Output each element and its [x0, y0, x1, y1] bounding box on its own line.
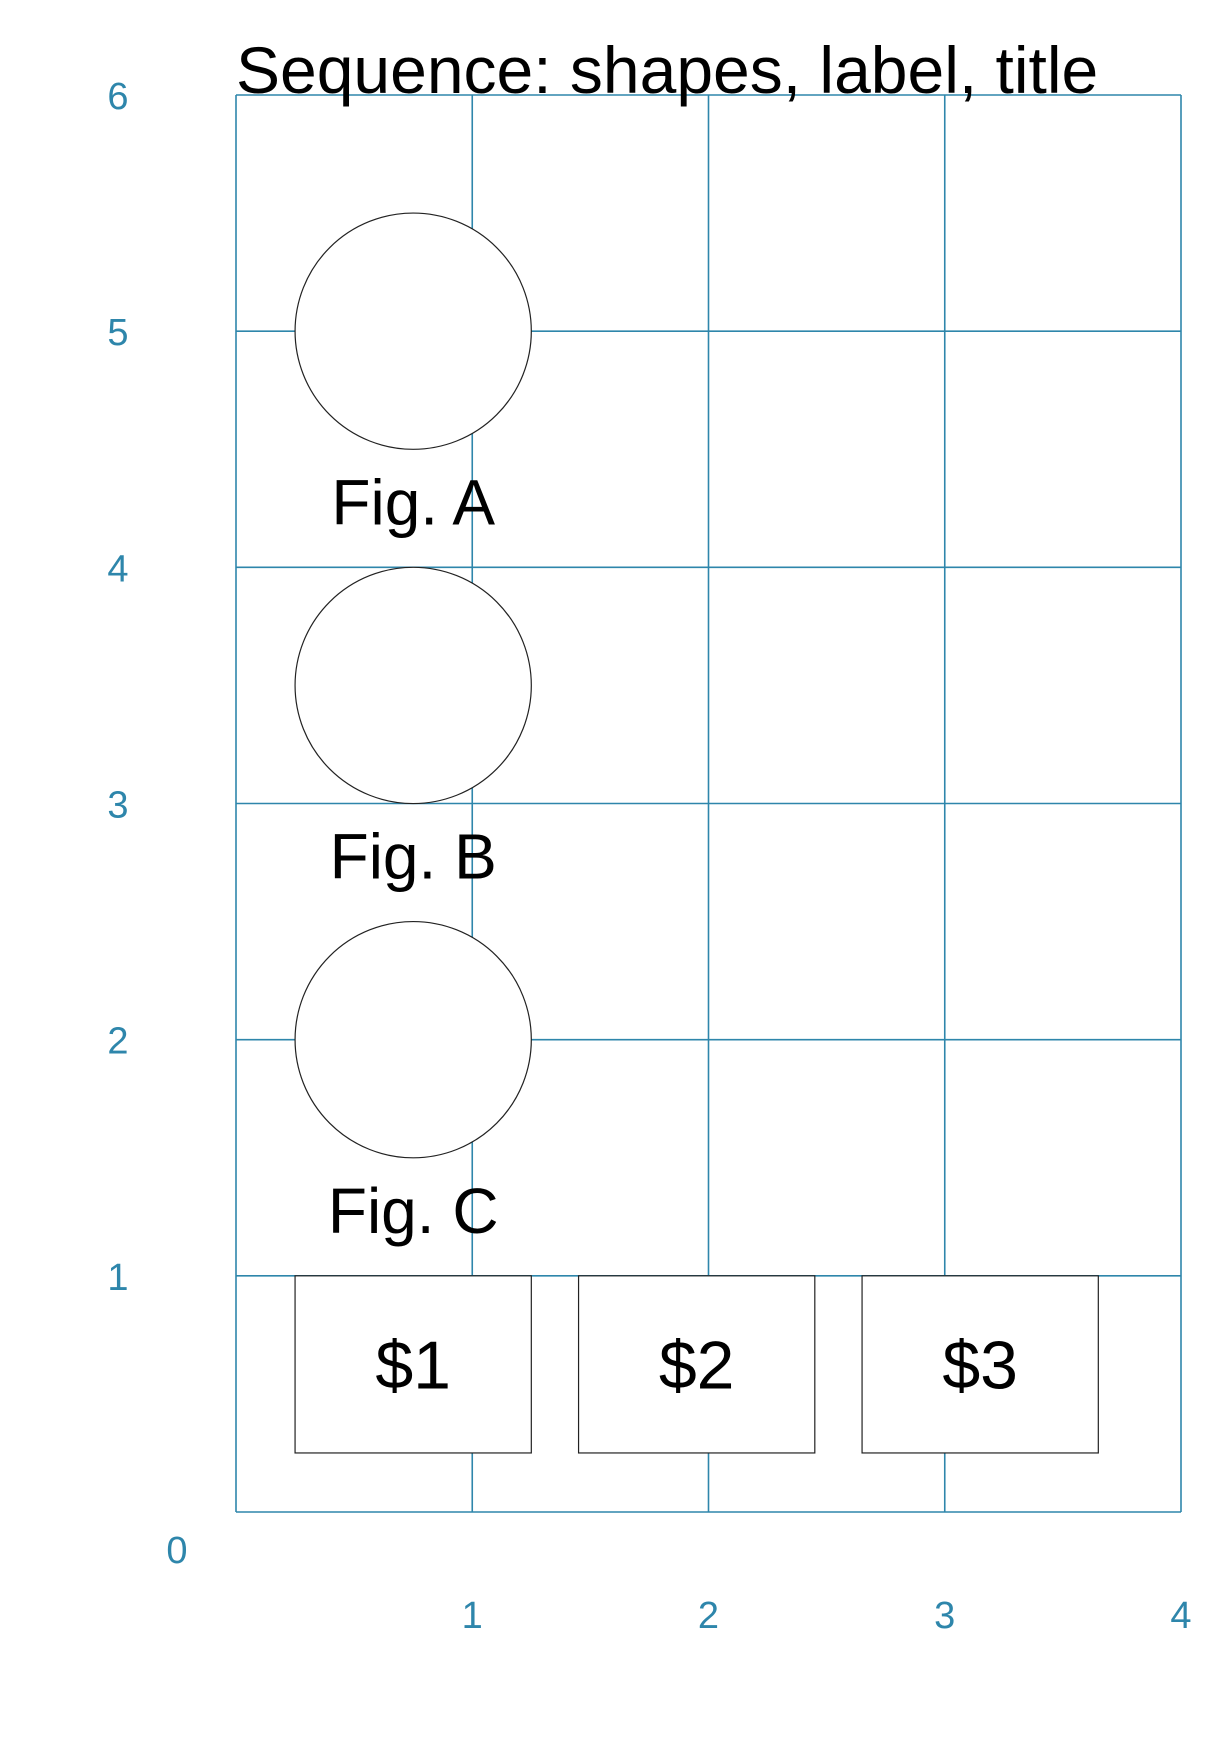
x-tick-label: 2 — [697, 1595, 720, 1637]
x-tick-label: 3 — [934, 1595, 956, 1637]
x-tick-label: 1 — [461, 1595, 483, 1637]
circle-caption: Fig. C — [327, 1174, 499, 1247]
x-tick-label: 4 — [1170, 1595, 1192, 1637]
circle-caption: Fig. B — [329, 820, 497, 893]
circle-caption: Fig. A — [331, 466, 495, 539]
y-tick-label: 3 — [107, 784, 129, 827]
origin-label: 0 — [166, 1530, 188, 1572]
diagram-title: Sequence: shapes, label, title — [236, 33, 1099, 107]
shapes-layer — [295, 213, 1098, 1453]
price-box-label: $3 — [942, 1327, 1019, 1404]
price-box-label: $1 — [375, 1327, 452, 1404]
y-tick-label: 5 — [107, 312, 129, 355]
price-box-label: $2 — [658, 1327, 735, 1404]
circle-shape — [295, 567, 531, 803]
circle-shape — [295, 213, 531, 449]
y-tick-label: 2 — [107, 1020, 129, 1063]
y-tick-label: 1 — [107, 1256, 129, 1299]
circle-shape — [295, 922, 531, 1158]
y-tick-label: 6 — [107, 76, 129, 118]
y-tick-label: 4 — [107, 548, 129, 591]
